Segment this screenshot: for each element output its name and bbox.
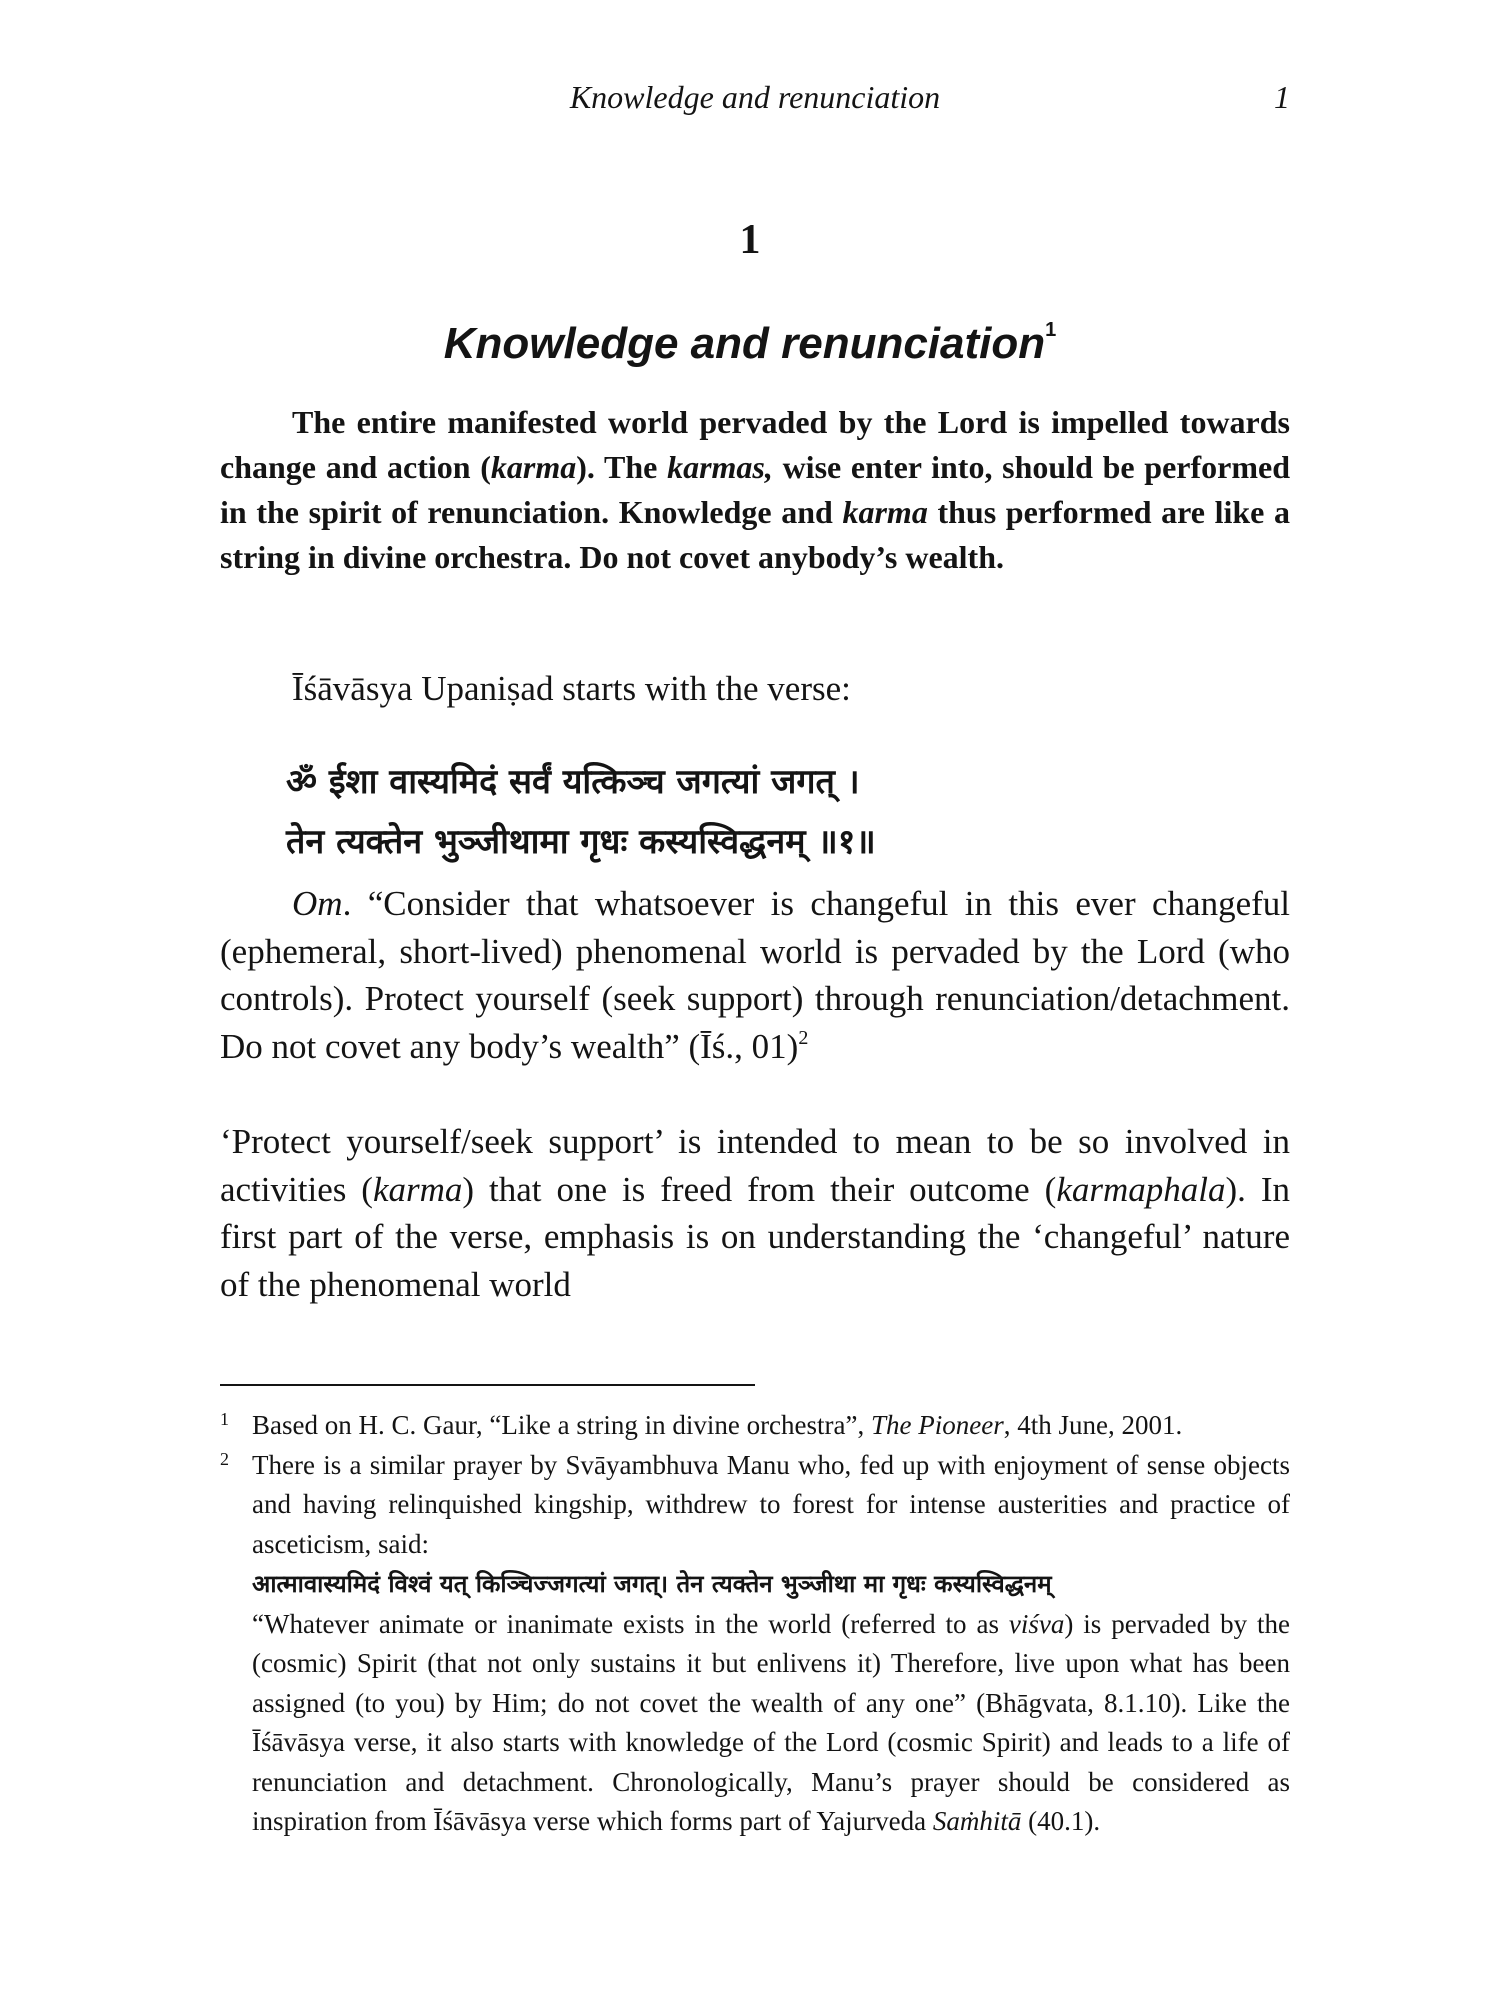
intro-paragraph: Īśāvāsya Upaniṣad starts with the verse: [292,669,851,708]
footnote-text: “Whatever animate or inanimate exists in the world (referred to as [252,1608,1009,1639]
chapter-number: 1 [739,217,761,263]
explanation-text: ) that one is freed from their outcome ( [462,1169,1057,1209]
chapter-title-text: Knowledge and renunciation [443,319,1046,368]
chapter-summary [220,400,1290,580]
translation-text: . “Consider that whatsoever is changeful in this ever changeful (ephemeral, short-lived) phenomenal world is pervaded by the Lord (who controls). Protect yourself (seek support) through renunciation/detachment. Do not covet any body’s wealth” (Īś., 01) [220,884,1290,1066]
page-number: 1 [1274,79,1290,115]
footnote-sanskrit: आत्मावास्यमिदं विश्वं यत् किञ्चिज्जगत्यां जगत्। तेन त्यक्तेन भुञ्जीथा मा गृधः कस्यस्विद्धनम् [252,1570,1052,1598]
footnote-text: ) is pervaded by the (cosmic) Spirit (that not only sustains it but enlivens it) Therefore, live upon what has been assigned (to you) by Him; do not covet the wealth of any one” (Bhāgvata, 8.1.10). Like the Īśāvāsya verse, it also starts with knowledge of the Lord (cosmic Spirit) and leads to a life of renunciation and detachment. Chronologically, Manu’s prayer should be considered as inspiration from Īśāvāsya verse which forms part of Yajurveda [252,1608,1290,1836]
explanation-text: ). In first part of the verse, emphasis is on understanding the ‘changeful’ nature of the phenomenal world [220,1169,1290,1304]
footnote-term: Saṁhitā [932,1806,1022,1836]
summary-text: wise enter into, should be performed in the spirit of renunciation. Knowledge and [220,449,1291,530]
footnote-2 [220,1446,1290,1842]
footnote-text: There is a similar prayer by Svāyambhuva Manu who, fed up with enjoyment of sense objects and having relinquished kingship, withdrew to forest for intense austerities and practice of asceticism, said: [252,1449,1290,1559]
verse-line-1: ॐ ईशा वास्यमिदं सर्वं यत्किञ्च जगत्यां जगत् । [286,762,860,802]
footnote-ref-2[interactable]: 2 [798,1026,809,1049]
om-word: Om [292,884,343,923]
explanation-text: ‘Protect yourself/seek support’ is intended to mean to be so involved in activities ( [220,1122,1290,1209]
translation-paragraph [220,880,1290,1070]
footnote-text: Based on H. C. Gaur, “Like a string in divine orchestra”, [252,1410,871,1440]
explanation-term: karma [372,1169,463,1209]
verse-line-2: तेन त्यक्तेन भुञ्जीथामा गृधः कस्यस्विद्धनम् ॥१॥ [286,822,876,862]
footnotes [220,1406,1290,1842]
footnote-term: viśva [1008,1608,1065,1639]
footnote-mark: 1 [220,1409,229,1429]
summary-term: karma [842,494,928,530]
footnote-text: , 4th June, 2001. [1003,1410,1183,1440]
summary-term: karma [490,449,577,485]
chapter-title [0,300,1500,374]
footnote-mark: 2 [220,1448,229,1469]
footnote-text: (40.1). [1021,1806,1101,1836]
footnote-source: The Pioneer [871,1410,1004,1440]
footnote-divider [220,1384,755,1386]
explanation-paragraph [220,1118,1290,1308]
running-title: Knowledge and renunciation [569,79,941,115]
explanation-term: karmaphala [1056,1169,1226,1209]
summary-term: karmas, [667,449,773,485]
sanskrit-verse [286,752,1286,872]
footnote-ref-1[interactable]: 1 [1045,319,1057,341]
summary-text: ). The [576,449,668,485]
summary-text: The entire manifested world pervaded by the Lord is impelled towards change and action ( [220,404,1290,485]
footnote-1 [220,1406,1290,1446]
running-header [220,72,1290,122]
summary-text: thus performed are like a string in divine orchestra. Do not covet anybody’s wealth. [220,494,1291,575]
